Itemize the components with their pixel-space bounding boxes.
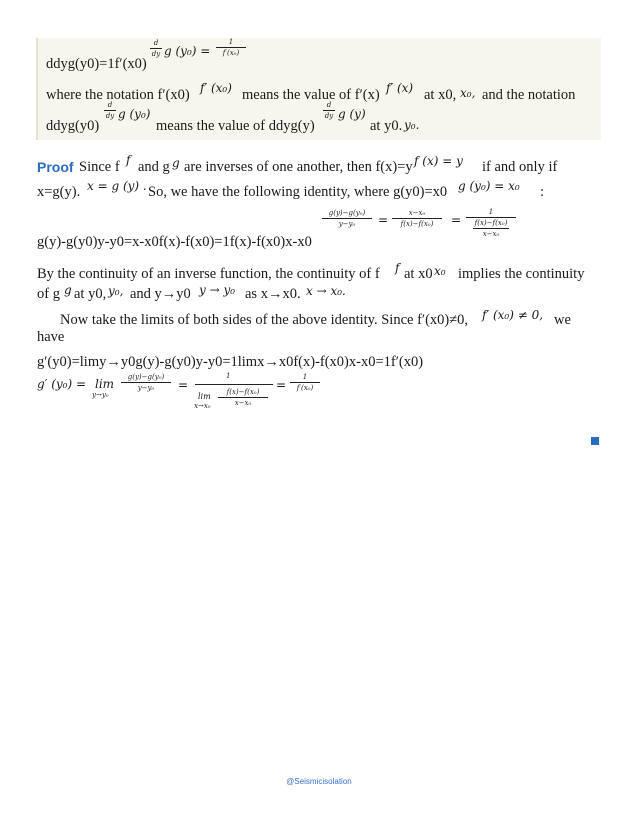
final-formula-text: g′(y0)=limy→y0g(y)-g(y0)y-y0=1limx→x0f(x)-f(x0)x-x0=1f′(x0): [37, 354, 424, 370]
x-to-x0-math: x → x₀.: [306, 284, 346, 298]
continuity-text-2: at x0: [404, 266, 433, 282]
notation-line-text-5: ddyg(y0): [46, 118, 100, 134]
notation-line-text-2: means the value of f′(x): [242, 87, 380, 103]
identity-fraction-1: $\frac{\text{g(y)−g(y₀)}}{\text{y−y₀}}$: [322, 209, 372, 228]
x0-math-2: x₀: [434, 264, 446, 278]
identity-nested-fraction: $\frac{\text{f(x)−f(x₀)}}{\text{x−x₀}}$: [474, 219, 508, 238]
limits-text-2: we: [554, 312, 571, 328]
identity-eq-2: =: [451, 213, 462, 227]
notation-line-text-3: at x0,: [424, 87, 457, 103]
y0-math-2: y₀,: [108, 284, 124, 298]
g-y0-math: g (y₀) =: [164, 44, 211, 58]
proof-colon: :: [540, 184, 545, 200]
notation-line-text-7: at y0.: [370, 118, 403, 134]
continuity-text-5: at y0,: [74, 286, 107, 302]
final-fraction-2: $\frac{\text{f(x)−f(x₀)}}{\text{x−x₀}}$: [218, 388, 268, 407]
notation-line-text-4: and the notation: [482, 87, 576, 103]
g-y-math: g (y): [338, 107, 366, 121]
notation-line-text-1: where the notation f′(x0): [46, 87, 190, 103]
identity-text: g(y)-g(y0)y-y0=x-x0f(x)-f(x0)=1f(x)-f(x0)x-x0: [37, 234, 312, 250]
continuity-text-3: implies the continuity: [458, 266, 585, 282]
continuity-text-4: of g: [37, 286, 60, 302]
f-math-2: f: [395, 261, 400, 275]
proof-text-5: x=g(y).: [37, 184, 81, 200]
notation-line-text-6: means the value of ddyg(y): [156, 118, 315, 134]
identity-fraction-3: $\frac{1}{\frac{\text{f(x)−f(x₀)}}{\text{x−x₀}}}$: [466, 208, 516, 238]
final-eq-1: =: [178, 378, 189, 392]
g-math: g: [172, 156, 180, 170]
limits-text-1: Now take the limits of both sides of the above identity. Since f′(x0)≠0,: [60, 312, 469, 328]
final-lim-1-sub: y→y₀: [92, 391, 109, 399]
final-lim-2: lim: [198, 392, 211, 401]
gy0-eq-x0-math: g (y₀) = x₀: [458, 179, 520, 193]
final-lim-2-sub: x→x₀: [194, 402, 211, 410]
final-fraction-1: $\frac{\text{g(y)−g(y₀)}}{\text{y−y₀}}$: [121, 373, 171, 392]
continuity-text-7: as x→x0.: [245, 286, 301, 302]
proof-text-4: if and only if: [482, 159, 558, 175]
end-of-proof-square: [591, 437, 599, 445]
fx-eq-y-math: f (x) = y: [414, 154, 463, 168]
y0-math: y₀.: [404, 118, 420, 132]
final-lim-1: lim: [95, 377, 115, 391]
fprime-x0-math: f′ (x₀): [200, 81, 232, 95]
d-dy-fraction-3: $\frac{d}{dy}$: [324, 101, 334, 120]
identity-eq-1: =: [378, 213, 389, 227]
proof-text-6: So, we have the following identity, where g(y0)=x0: [148, 184, 448, 200]
d-dy-fraction-2: $\frac{d}{dy}$: [105, 101, 115, 120]
final-lhs-math: g′ (y₀) =: [37, 377, 87, 391]
limits-text-3: have: [37, 329, 65, 345]
g-math-2: g: [64, 283, 72, 297]
final-one-1: 1: [226, 372, 231, 380]
final-fraction-3: $\frac{1}{\text{f′(x₀)}}$: [290, 373, 320, 392]
f-math: f: [126, 153, 131, 167]
x-eq-gy-math: x = g (y) .: [87, 179, 147, 193]
proof-text-2: and g: [138, 159, 170, 175]
continuity-text-1: By the continuity of an inverse function, the continuity of f: [37, 266, 380, 282]
proof-label: Proof: [37, 159, 74, 175]
final-fraction-bar: [195, 384, 273, 385]
derivative-formula-text: ddyg(y0)=1f′(x0): [46, 56, 147, 72]
footer-watermark: @Seismicisolation: [286, 777, 352, 786]
x0-math: x₀,: [460, 86, 476, 100]
fprime-x-math: f′ (x): [386, 81, 414, 95]
d-dy-fraction: $\frac{d}{dy}$: [151, 39, 161, 58]
proof-text-1: Since f: [79, 159, 120, 175]
final-eq-2: =: [276, 378, 287, 392]
fprime-x0-neq-0-math: f′ (x₀) ≠ 0,: [482, 308, 544, 322]
identity-fraction-2: $\frac{\text{x−x₀}}{\text{f(x)−f(x₀)}}$: [392, 209, 442, 228]
g-y0-math-2: g (y₀): [118, 107, 151, 121]
continuity-text-6: and y→y0: [130, 286, 191, 302]
y-to-y0-math: y → y₀: [199, 283, 236, 297]
one-over-fprime-fraction: $\frac{1}{\text{f′(x₀)}}$: [216, 38, 246, 57]
proof-text-3: are inverses of one another, then f(x)=y: [184, 159, 413, 175]
